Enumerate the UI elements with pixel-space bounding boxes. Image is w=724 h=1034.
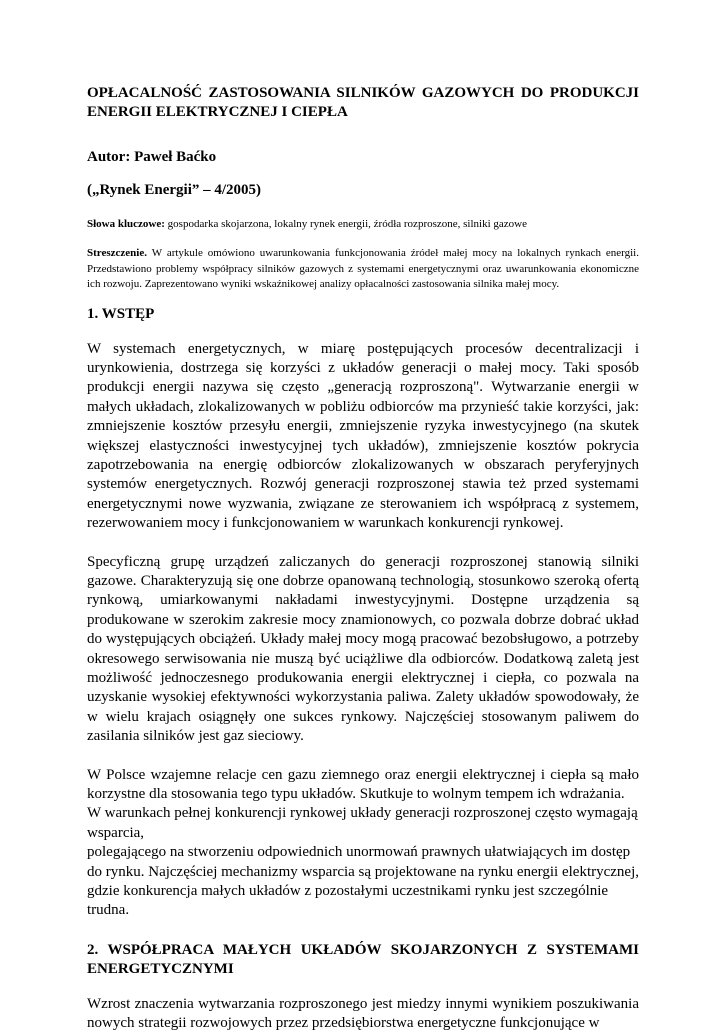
section-heading-cooperation: 2. WSPÓŁPRACA MAŁYCH UKŁADÓW SKOJARZONYCH Z SYSTEMAMI ENERGETYCZNYMI (87, 941, 639, 977)
body-paragraph: W Polsce wzajemne relacje cen gazu ziemnego oraz energii elektrycznej i ciepła są mało korzystne dla stosowania tego typu układów. Skutkuje to wolnym tempem ich wdrażania. (87, 766, 639, 803)
document-page (87, 84, 639, 1034)
abstract-paragraph (87, 246, 639, 293)
body-paragraph: Specyficzną grupę urządzeń zaliczanych do generacji rozproszonej stanowią silniki gazowe. Charakteryzują się one dobrze opanowaną technologią, stosunkowo szeroką ofertą rynkową, umiarkowanymi nakładami inwestycyjnymi. Dostępne urządzenia są produkowane w szerokim zakresie mocy znamionowych, co pozwala dobrze dobrać układ do występujących obciążeń. Układy małej mocy mogą pracować bezobsługowo, a potrzeby okresowego serwisowania nie muszą być uciążliwe dla odbiorców. Dodatkową zaletą jest możliwość jednoczesnego produkowania energii elektrycznej i ciepła, co pozwala na uzyskanie wysokiej efektywności wykorzystania paliwa. Zalety układów spowodowały, że w wielu krajach osiągnęły one sukces rynkowy. Najczęściej stosowanym paliwem do zasilania silników jest gaz sieciowy. (87, 553, 639, 745)
keywords-label: Słowa kluczowe: (87, 218, 165, 230)
document-title: OPŁACALNOŚĆ ZASTOSOWANIA SILNIKÓW GAZOWYCH DO PRODUKCJI ENERGII ELEKTRYCZNEJ I CIEPŁA (87, 85, 639, 120)
body-paragraph: polegającego na stworzeniu odpowiednich unormowań prawnych ułatwiających im dostęp do rynku. Najczęściej mechanizmy wsparcia są projektowane na rynku energii elektrycznej, gdzie konkurencja małych układów z pozostałymi uczestnikami rynku jest szczególnie trudna. (87, 844, 639, 919)
abstract-label: Streszczenie. (87, 247, 147, 259)
body-paragraph: W warunkach pełnej konkurencji rynkowej układy generacji rozproszonej często wymagają wsparcia, (87, 805, 638, 841)
document-source: („Rynek Energii” – 4/2005) (87, 182, 262, 198)
document-author: Autor: Paweł Baćko (87, 149, 217, 165)
body-paragraph: W systemach energetycznych, w miarę postępujących procesów decentralizacji i urynkowienia, dostrzega się korzyści z układów generacji o małej mocy. Taki sposób produkcji energii nazywa się często „generacją rozproszoną". Wytwarzanie energii w małych układach, zlokalizowanych w pobliżu odbiorców ma przynieść takie korzyści, jak: zmniejszenie kosztów przesyłu energii, zmniejszenie ryzyka inwestycyjnego (na skutek większej elastyczności inwestycyjnej tych układów), zmniejszenie kosztów pokrycia zapotrzebowania na energię odbiorców zlokalizowanych w obszarach peryferyjnych systemów energetycznych. Rozwój generacji rozproszonej stawia też przed systemami energetycznymi nowe wyzwania, związane ze sterowaniem ich współpracą z systemem, rezerwowaniem mocy i funkcjonowaniem w warunkach konkurencji rynkowej. (87, 340, 639, 532)
keywords-line (87, 217, 639, 231)
section-heading-introduction: 1. WSTĘP (87, 305, 155, 322)
keywords-text: gospodarka skojarzona, lokalny rynek energii, źródła rozproszone, silniki gazowe (164, 218, 527, 230)
body-paragraph: Wzrost znaczenia wytwarzania rozproszonego jest miedzy innymi wynikiem poszukiwania nowych strategii rozwojowych przez przedsiębiorstwa energetyczne funkcjonujące w (87, 995, 639, 1032)
abstract-text: W artykule omówiono uwarunkowania funkcjonowania źródeł małej mocy na lokalnych rynkach energii. Przedstawiono problemy współpracy silników gazowych z systemami energetycznymi oraz uwarunkowania ekonomiczne ich rozwoju. Zaprezentowano wyniki wskaźnikowej analizy opłacalności zastosowania silnika małej mocy. (87, 247, 639, 290)
